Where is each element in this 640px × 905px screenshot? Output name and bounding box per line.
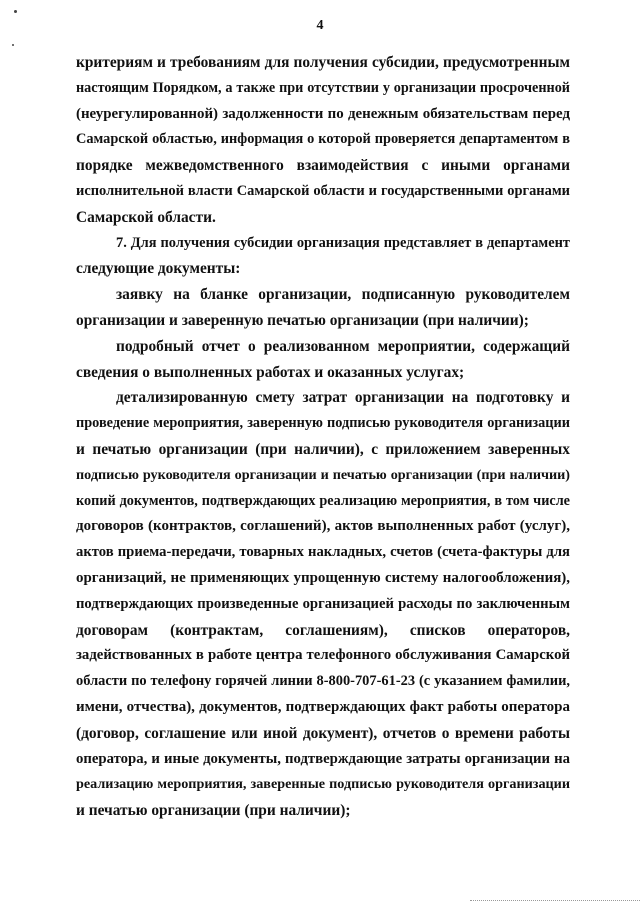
scan-speck: [12, 44, 14, 46]
text-line: области по телефону горячей линии 8-800-707-61-23 (с указанием фамилии,: [76, 673, 570, 690]
text-line: критериям и требованиям для получения субсидии, предусмотренным: [76, 54, 570, 71]
text-line: договоров (контрактов, соглашений), актов выполненных работ (услуг),: [76, 518, 570, 535]
text-line: организации и заверенную печатью организации (при наличии);: [76, 311, 529, 329]
scan-speck: [14, 10, 17, 13]
paragraph: [76, 231, 570, 283]
text-line: реализацию мероприятия, заверенные подписью руководителя организации: [76, 776, 570, 793]
text-line: оператора, и иные документы, подтверждающие затраты организации на: [76, 750, 570, 767]
text-line: копий документов, подтверждающих реализацию мероприятия, в том числе: [76, 492, 570, 509]
page-number: 4: [316, 18, 324, 33]
text-line: Самарской областью, информация о которой проверяется департаментом в: [76, 131, 570, 148]
text-line: исполнительной власти Самарской области и государственными органами: [76, 182, 570, 199]
text-line: договорам (контрактам, соглашениям), списков операторов,: [76, 621, 570, 639]
text-line: 7. Для получения субсидии организация представляет в департамент: [116, 234, 570, 251]
text-line: заявку на бланке организации, подписанную руководителем: [116, 286, 570, 304]
bottom-edge-rule: [470, 900, 640, 902]
text-line: и печатью организации (при наличии);: [76, 802, 351, 820]
text-line: проведение мероприятия, заверенную подписью руководителя организации: [76, 415, 570, 432]
text-line: подробный отчет о реализованном мероприятии, содержащий: [116, 337, 570, 355]
text-line: и печатью организации (при наличии), с приложением заверенных: [76, 440, 570, 458]
text-line: сведения о выполненных работах и оказанных услугах;: [76, 363, 465, 381]
paragraph: [76, 50, 570, 231]
text-line: подтверждающих произведенные организацией расходы по заключенным: [76, 595, 570, 612]
text-line: (неурегулированной) задолженности по денежным обязательствам перед: [76, 105, 570, 122]
paragraph: [76, 334, 570, 386]
paragraph: [76, 282, 570, 334]
text-line: (договор, соглашение или иной документ), отчетов о времени работы: [76, 724, 570, 742]
text-line: задействованных в работе центра телефонного обслуживания Самарской: [76, 647, 570, 664]
text-line: имени, отчества), документов, подтверждающих факт работы оператора: [76, 698, 570, 715]
document-body: [76, 50, 570, 824]
paragraph: [76, 385, 570, 824]
text-line: актов приема-передачи, товарных накладных, счетов (счета-фактуры для: [76, 544, 570, 561]
text-line: настоящим Порядком, а также при отсутствии у организации просроченной: [76, 79, 570, 96]
text-line: подписью руководителя организации и печатью организации (при наличии): [76, 466, 570, 483]
text-line: детализированную смету затрат организации на подготовку и: [116, 389, 570, 407]
text-line: Самарской области.: [76, 208, 216, 226]
text-line: организаций, не применяющих упрощенную систему налогообложения),: [76, 569, 570, 586]
text-line: следующие документы:: [76, 260, 241, 278]
text-line: порядке межведомственного взаимодействия с иными органами: [76, 157, 570, 175]
